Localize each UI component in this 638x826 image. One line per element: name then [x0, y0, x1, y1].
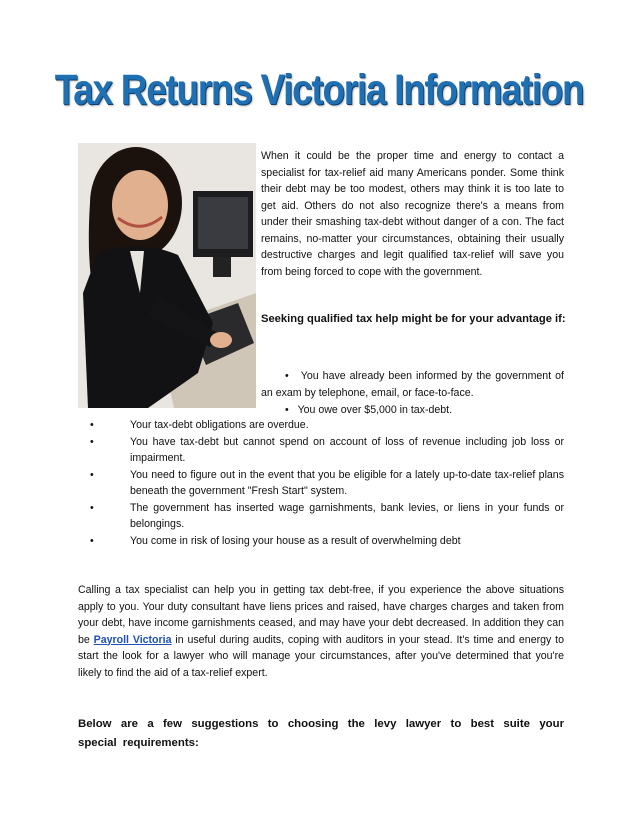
suggestions-heading: Below are a few suggestions to choosing the levy lawyer to best suite your special requirements:: [78, 718, 564, 749]
office-woman-photo: [78, 143, 256, 408]
page-title: Tax Returns Victoria Information: [54, 66, 584, 114]
bullet-glyph: •: [90, 419, 94, 431]
bullet-text: You have already been informed by the government of an exam by telephone, email, or face-to-face.: [261, 370, 564, 399]
bullet-glyph: •: [285, 404, 289, 416]
bullet-item: [78, 467, 564, 500]
bullet-text: The government has inserted wage garnishments, bank levies, or liens in your funds or belongings.: [130, 501, 564, 530]
bullet-glyph: •: [90, 435, 94, 448]
bullet-glyph: •: [285, 370, 289, 382]
bullet-text: You have tax-debt but cannot spend on account of loss of revenue including job loss or impairment.: [130, 435, 564, 464]
bullet-text: You need to figure out in the event that you be eligible for a lately up-to-date tax-relief plans beneath the government "Fresh Start" system.: [130, 468, 564, 497]
bullet-text: You come in risk of losing your house as a result of overwhelming debt: [130, 534, 461, 547]
paragraph-text: in useful during audits, coping with auditors in your stead. It's time and energy to start the look for a lawyer who will manage your circumstances, after you've determined that you're likely to find the aid of a tax-relief expert.: [78, 633, 564, 679]
bullet-item: [78, 533, 564, 550]
body-paragraph: [78, 582, 564, 681]
bullet-item: [78, 500, 564, 533]
payroll-victoria-link[interactable]: Payroll Victoria: [93, 633, 172, 646]
bullet-item: [78, 434, 564, 467]
paragraph-text: Calling a tax specialist can help you in getting tax debt-free, if you experience the above situations apply to you. Your duty consultant have liens prices and raised, have charges charges and taken from your debt, have income garnishments ceased, and may have your debt decreased. In addition they can be: [78, 584, 564, 646]
bullet-glyph: •: [90, 534, 94, 547]
bullet-text: Your tax-debt obligations are overdue.: [130, 419, 309, 431]
bullet-item: [261, 368, 564, 401]
intro-paragraph: When it could be the proper time and energy to contact a specialist for tax-relief aid many Americans ponder. Some think their debt may be too modest, others may think it is too late to get aid. Others do not also recognize there's a means from under their smashing tax-debt without danger of a con. The fact remains, no-matter your circumstances, obtaining their usually destructive charges and legit qualified tax-relief will save you from being forced to cope with the government.: [261, 150, 564, 278]
section-subheading: Seeking qualified tax help might be for your advantage if:: [261, 313, 566, 325]
bullet-glyph: •: [90, 468, 94, 481]
bullet-glyph: •: [90, 501, 94, 514]
bullet-item: [78, 417, 564, 434]
bullet-list: [78, 417, 564, 549]
bullet-text: You owe over $5,000 in tax-debt.: [297, 404, 453, 416]
